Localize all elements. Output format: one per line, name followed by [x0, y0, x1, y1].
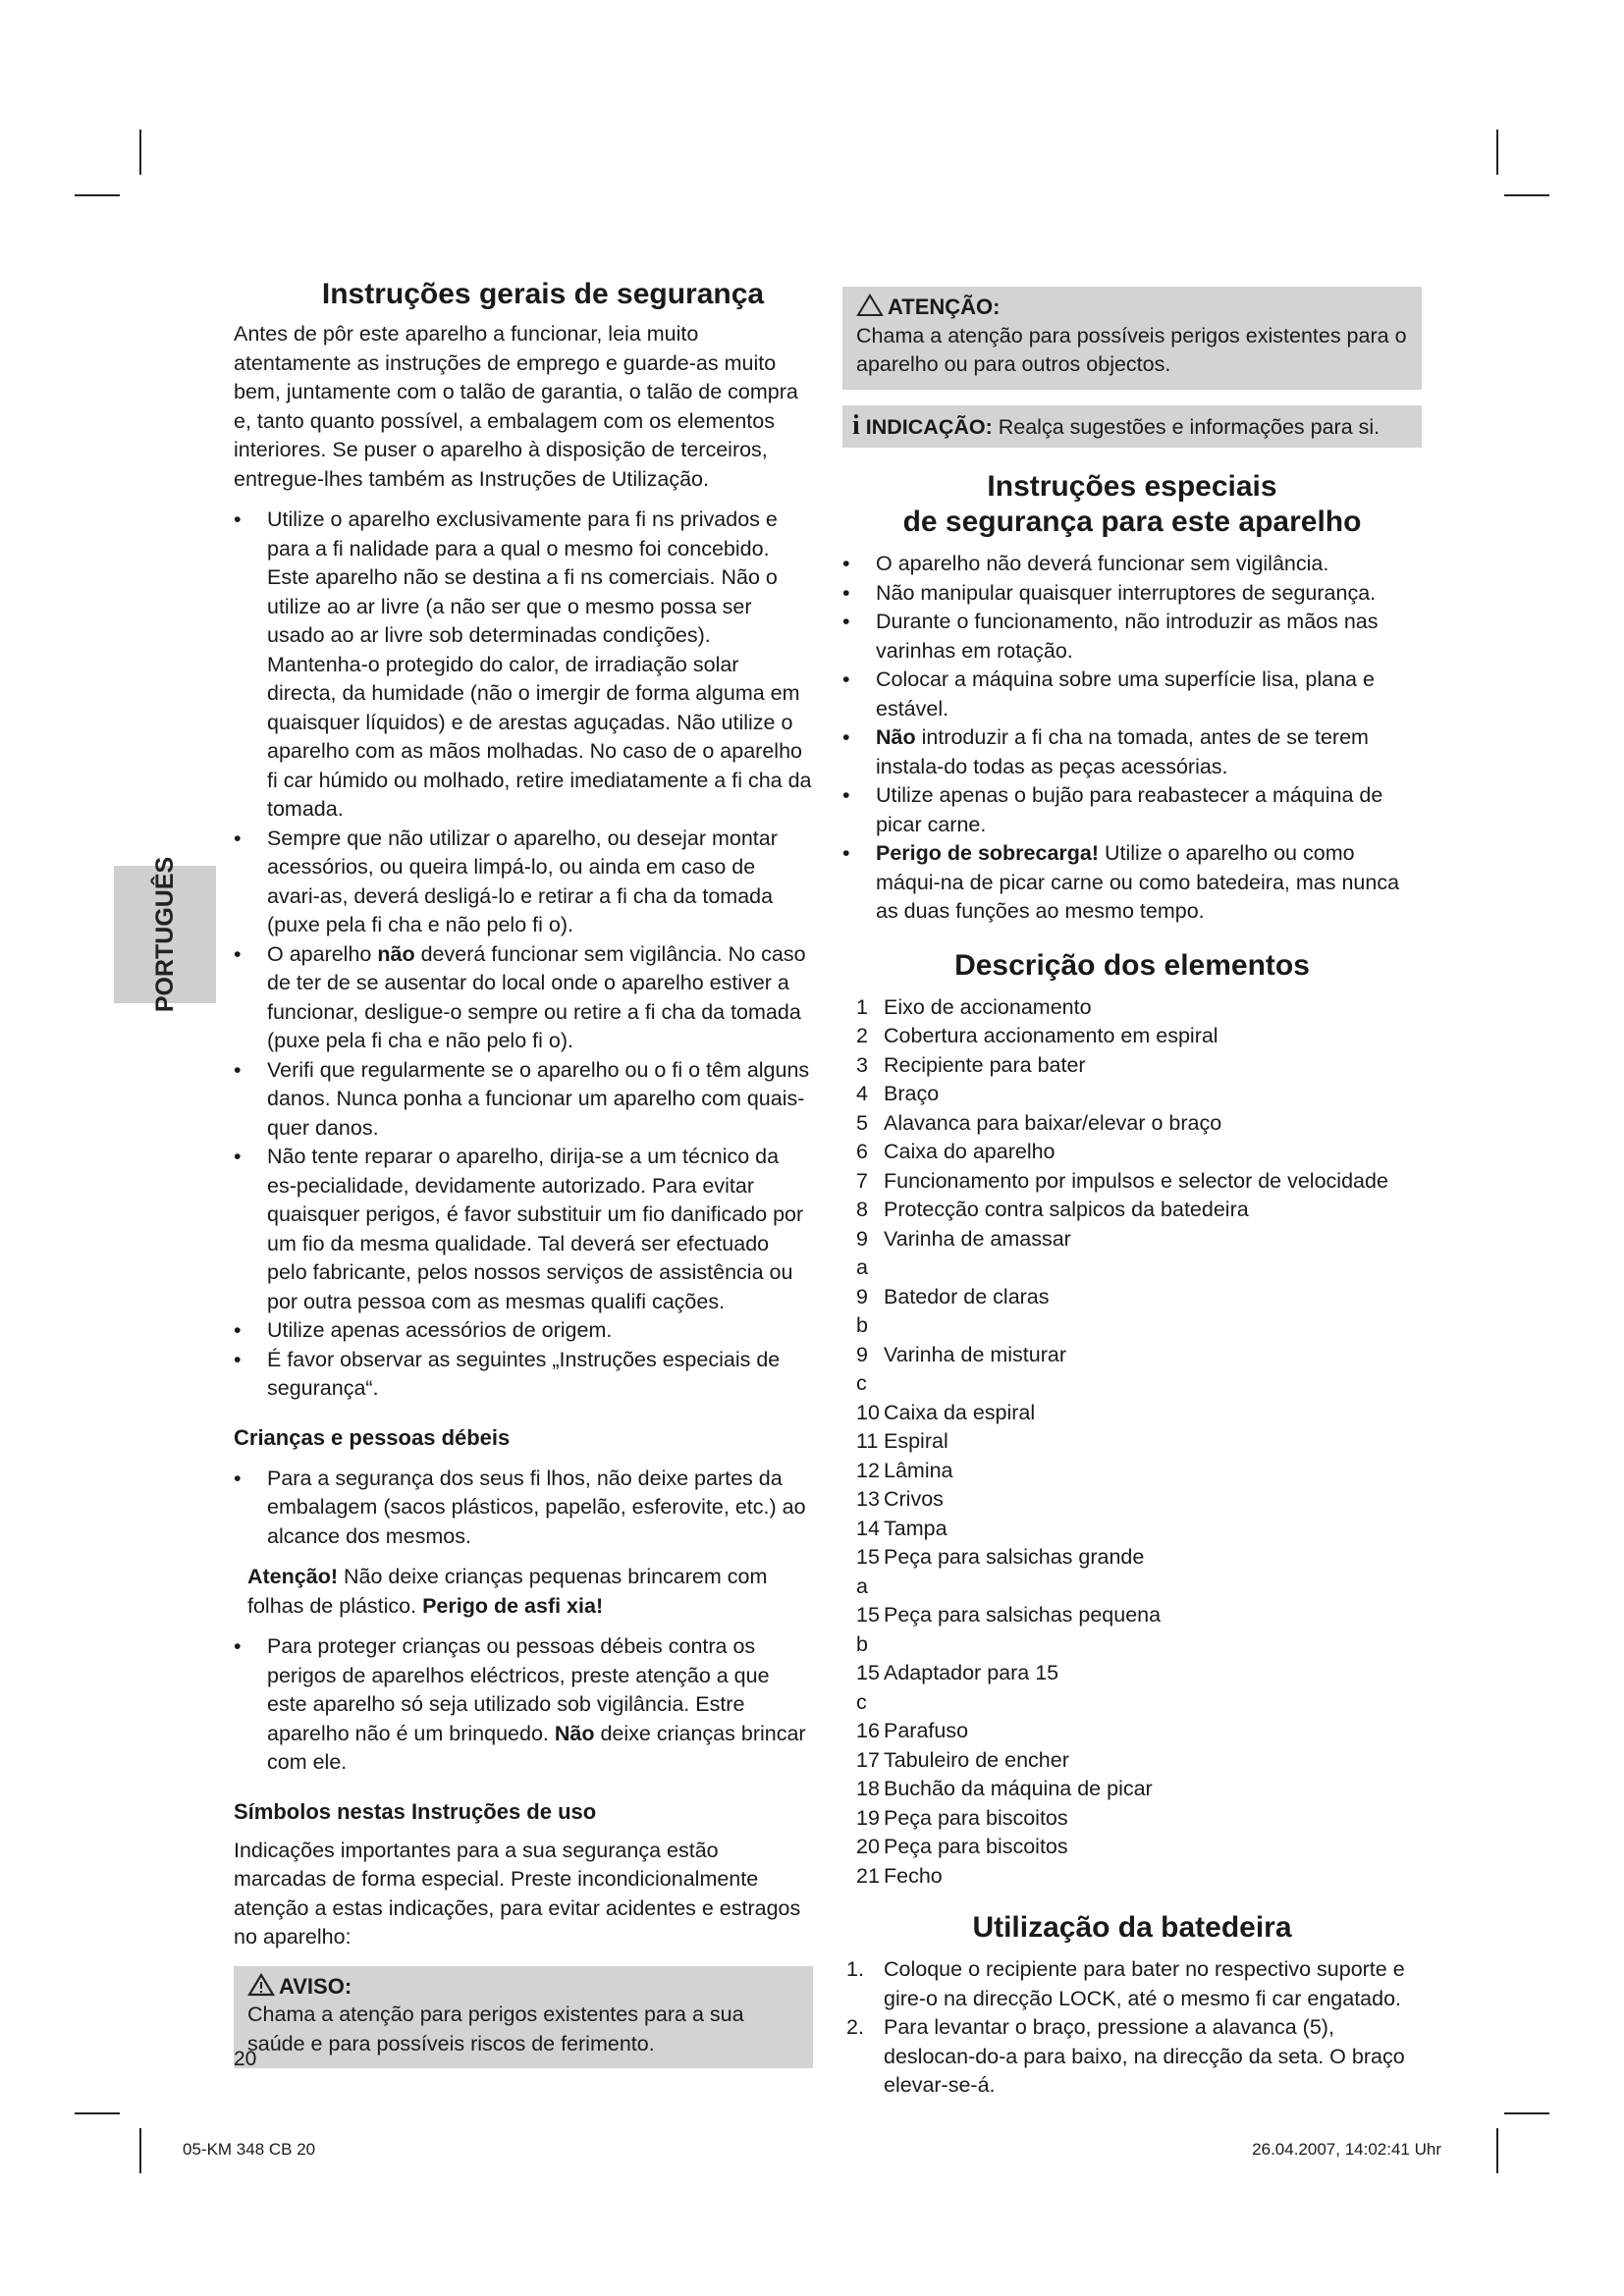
item-label: Recipiente para bater	[884, 1052, 1086, 1077]
item-label: Buchão da máquina de picar	[884, 1777, 1153, 1800]
item-label: Funcionamento por impulsos e selector de velocidade	[884, 1168, 1388, 1193]
list-item: • Para proteger crianças ou pessoas débeis contra os perigos de aparelhos eléctricos, preste atenção a que este aparelho só seja utilizado sob vigilância. Estre aparelho não é um brinquedo. Não deixe crianças brincar com ele.	[234, 1632, 813, 1778]
special-safety-title: Instruções especiais de segurança para este aparelho	[902, 470, 1362, 538]
item-number: 15 a	[856, 1545, 880, 1598]
list-item: • Para a segurança dos seus fi lhos, não deixe partes da embalagem (sacos plásticos, papelão, esferovite, etc.) ao alcance dos mesmos.	[234, 1465, 813, 1552]
list-item	[842, 1659, 1422, 1717]
crop-mark	[75, 194, 120, 196]
item-label: Varinha de misturar	[884, 1342, 1067, 1366]
item-number: 21	[856, 1863, 880, 1888]
item-number: 1	[856, 994, 868, 1019]
list-item	[842, 1138, 1422, 1167]
list-item	[842, 1399, 1422, 1428]
page-number: 20	[234, 2048, 257, 2070]
language-tab	[114, 856, 216, 1013]
left-column	[234, 277, 813, 2068]
item-label: Peça para biscoitos	[884, 1805, 1068, 1830]
caution-triangle-icon	[856, 294, 884, 317]
children-heading: Crianças e pessoas débeis	[234, 1424, 511, 1450]
elements-description-title: Descrição dos elementos	[954, 948, 1310, 982]
item-number: 2.	[846, 2015, 864, 2039]
item-label: Caixa da espiral	[884, 1400, 1036, 1424]
footer-right: 26.04.2007, 14:02:41 Uhr	[1252, 2140, 1441, 2159]
item-label: Peça para salsichas grande	[884, 1545, 1145, 1569]
symbols-heading: Símbolos nestas Instruções de uso	[234, 1798, 597, 1824]
item-number: 7	[856, 1168, 868, 1193]
item-label: Tampa	[884, 1516, 947, 1540]
list-item: • Utilize o aparelho exclusivamente para fi ns privados e para a fi nalidade para a qual o mesmo foi concebido. Este aparelho não se destina a fi ns comerciais. Não o utilize ao ar livre (a não ser que o mesmo possa ser usado ao ar livre sob determinadas condições). Mantenha-o protegido do calor, de irradiação solar directa, da humidade (não o imergir de forma alguma em quaisquer líquidos) e de arestas aguçadas. Não utilize o aparelho com as mãos molhadas. No caso de o aparelho fi car húmido ou molhado, retire imediatamente a fi cha da tomada.	[234, 506, 813, 825]
item-label: Para levantar o braço, pressione a alavanca (5), deslocan-do-a para baixo, na direcção da seta. O braço elevar-se-á.	[884, 2015, 1405, 2097]
list-item	[842, 1341, 1422, 1399]
list-item	[842, 1775, 1422, 1804]
list-item: • Utilize apenas o bujão para reabastecer a máquina de picar carne.	[842, 781, 1422, 839]
list-item	[842, 1955, 1422, 2013]
item-number: 15 b	[856, 1603, 880, 1656]
list-item	[842, 1427, 1422, 1457]
list-item	[842, 1543, 1422, 1601]
item-label: Espiral	[884, 1429, 948, 1453]
item-label: Lâmina	[884, 1458, 953, 1482]
attention-box	[842, 287, 1422, 390]
item-label: Fecho	[884, 1863, 943, 1888]
list-item	[842, 1080, 1422, 1109]
item-label: Peça para salsichas pequena	[884, 1603, 1162, 1627]
list-item	[842, 1804, 1422, 1834]
attention-text: Chama a atenção para possíveis perigos existentes para o aparelho ou para outros objectos.	[856, 323, 1407, 376]
item-number: 15 c	[856, 1661, 880, 1714]
steps-list	[842, 1955, 1422, 2101]
list-item	[842, 1457, 1422, 1486]
item-number: 12	[856, 1458, 880, 1482]
attention-heading: ATENÇÃO:	[856, 293, 1412, 322]
item-number: 13	[856, 1487, 880, 1511]
general-safety-title: Instruções gerais de segurança	[321, 278, 765, 310]
symbols-paragraph: Indicações importantes para a sua segurança estão marcadas de forma especial. Preste incondicionalmente atenção a estas indicações, para evitar acidentes e estragos no aparelho:	[234, 1838, 801, 1949]
list-item	[842, 1022, 1422, 1051]
list-item	[842, 1167, 1422, 1197]
item-number: 3	[856, 1052, 868, 1077]
list-item	[842, 1717, 1422, 1746]
list-item	[842, 1746, 1422, 1776]
item-label: Protecção contra salpicos da batedeira	[884, 1198, 1249, 1221]
item-label: Cobertura accionamento em espiral	[884, 1024, 1218, 1047]
item-number: 4	[856, 1082, 868, 1105]
warning-triangle-icon	[247, 1973, 275, 1997]
list-item	[842, 2013, 1422, 2101]
item-number: 11	[856, 1429, 879, 1453]
language-tab-label: PORTUGUÊS	[150, 856, 179, 1013]
list-item: • Colocar a máquina sobre uma superfície lisa, plana e estável.	[842, 666, 1422, 723]
item-number: 9 a	[856, 1226, 868, 1279]
list-item	[842, 1109, 1422, 1139]
crop-mark	[1504, 2112, 1549, 2114]
item-number: 20	[856, 1835, 880, 1858]
general-safety-list	[234, 506, 813, 1404]
warning-heading: AVISO:	[247, 1972, 803, 2002]
item-label: Caixa do aparelho	[884, 1140, 1056, 1163]
item-label: Tabuleiro de encher	[884, 1747, 1069, 1772]
item-number: 19	[856, 1805, 880, 1830]
crop-mark	[139, 2128, 141, 2173]
item-number: 9 b	[856, 1284, 868, 1337]
children-list-2	[234, 1632, 813, 1778]
item-number: 17	[856, 1747, 880, 1772]
item-number: 5	[856, 1110, 868, 1135]
list-item	[842, 993, 1422, 1023]
list-item: • Não manipular quaisquer interruptores de segurança.	[842, 579, 1422, 609]
item-number: 6	[856, 1140, 868, 1163]
item-label: Eixo de accionamento	[884, 994, 1092, 1019]
item-label: Varinha de amassar	[884, 1226, 1071, 1251]
list-item	[842, 1485, 1422, 1515]
crop-mark	[1496, 2128, 1498, 2173]
list-item: • Utilize apenas acessórios de origem.	[234, 1316, 813, 1346]
crop-mark	[75, 2112, 120, 2114]
warning-text: Chama a atenção para perigos existentes para a sua saúde e para possíveis riscos de ferimento.	[247, 2002, 744, 2056]
item-number: 10	[856, 1400, 880, 1424]
list-item	[842, 1283, 1422, 1341]
item-number: 9 c	[856, 1342, 868, 1395]
children-list	[234, 1465, 813, 1552]
item-label: Adaptador para 15	[884, 1661, 1059, 1684]
item-label: Batedor de claras	[884, 1284, 1050, 1308]
intro-paragraph: Antes de pôr este aparelho a funcionar, leia muito atentamente as instruções de emprego e guarde-as muito bem, juntamente com o talão de garantia, o talão de compra e, tanto quanto possível, a embalagem com os elementos interiores. Se puser o aparelho à disposição de terceiros, entregue-lhes também as Instruções de Utilização.	[234, 322, 798, 491]
item-number: 2	[856, 1024, 868, 1047]
warning-box	[234, 1966, 813, 2069]
list-item	[842, 1515, 1422, 1544]
crop-mark	[1496, 130, 1498, 175]
item-number: 16	[856, 1719, 880, 1742]
list-item	[842, 1601, 1422, 1659]
crop-mark	[139, 130, 141, 175]
list-item: • É favor observar as seguintes „Instruções especiais de segurança“.	[234, 1346, 813, 1404]
info-icon: i	[852, 409, 860, 441]
list-item	[842, 1833, 1422, 1862]
list-item	[842, 1862, 1422, 1892]
list-item: • Sempre que não utilizar o aparelho, ou desejar montar acessórios, ou queira limpá-lo, ou ainda em caso de avari-as, deverá desligá-lo e retirar a fi cha da tomada (puxe pela fi cha e não pelo fi o).	[234, 825, 813, 940]
list-item: • O aparelho não deverá funcionar sem vigilância. No caso de ter de se ausentar do local onde o aparelho estiver a funcionar, desligue-o sempre ou retire a fi cha da tomada (puxe pela fi cha e não pelo fi o).	[234, 940, 813, 1056]
list-item: • O aparelho não deverá funcionar sem vigilância.	[842, 550, 1422, 579]
hint-box: i INDICAÇÃO: Realça sugestões e informações para si.	[842, 405, 1422, 449]
item-number: 8	[856, 1198, 868, 1221]
item-number: 1.	[846, 1957, 864, 1981]
attention-note: Atenção! Não deixe crianças pequenas brincarem com folhas de plástico. Perigo de asfi xia!	[247, 1565, 768, 1618]
mixer-usage-title: Utilização da batedeira	[972, 1911, 1292, 1944]
special-safety-list	[842, 550, 1422, 927]
list-item: • Perigo de sobrecarga! Utilize o aparelho ou como máqui-na de picar carne ou como batedeira, mas nunca as duas funções ao mesmo tempo.	[842, 839, 1422, 927]
item-label: Peça para biscoitos	[884, 1835, 1068, 1858]
crop-mark	[1504, 194, 1549, 196]
item-label: Coloque o recipiente para bater no respectivo suporte e gire-o na direcção LOCK, até o mesmo fi car engatado.	[884, 1957, 1405, 2010]
item-label: Parafuso	[884, 1719, 969, 1742]
list-item: • Verifi que regularmente se o aparelho ou o fi o têm alguns danos. Nunca ponha a funcionar um aparelho com quais-quer danos.	[234, 1056, 813, 1144]
list-item	[842, 1051, 1422, 1081]
elements-list	[842, 993, 1422, 1892]
footer-left: 05-KM 348 CB 20	[183, 2140, 316, 2159]
list-item: • Durante o funcionamento, não introduzir as mãos nas varinhas em rotação.	[842, 608, 1422, 666]
right-column	[842, 287, 1422, 2101]
item-number: 18	[856, 1777, 880, 1800]
item-label: Braço	[884, 1082, 940, 1105]
item-label: Alavanca para baixar/elevar o braço	[884, 1110, 1222, 1135]
list-item	[842, 1225, 1422, 1283]
list-item	[842, 1196, 1422, 1225]
item-label: Crivos	[884, 1487, 944, 1511]
list-item: • Não introduzir a fi cha na tomada, antes de se terem instala-do todas as peças acessórias.	[842, 723, 1422, 781]
list-item: • Não tente reparar o aparelho, dirija-se a um técnico da es-pecialidade, devidamente autorizado. Para evitar quaisquer perigos, é favor substituir um fio danificado por um fio da mesma qualidade. Tal deverá ser efectuado pelo fabricante, pelos nossos serviços de assistência ou por outra pessoa com as mesmas qualifi cações.	[234, 1143, 813, 1316]
item-number: 14	[856, 1516, 880, 1540]
